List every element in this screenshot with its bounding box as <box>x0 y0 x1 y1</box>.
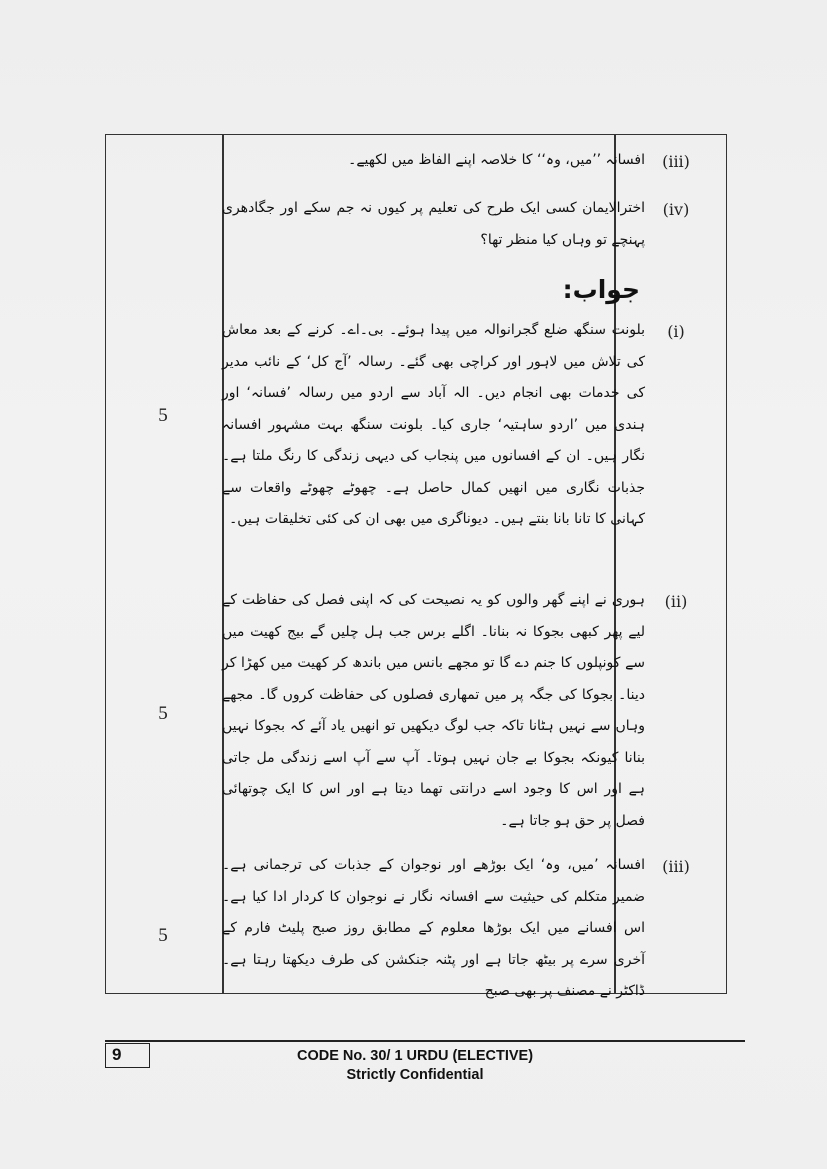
page-number: 9 <box>105 1043 150 1068</box>
question-text: اخترالایمان کسی ایک طرح کی تعلیم پر کیوں نہ جم سکے اور جگادھری پہنچے تو وہاں کیا منظر تھا؟ <box>222 200 645 248</box>
question-number: (iv) <box>662 200 690 219</box>
marks-value: 5 <box>158 925 168 946</box>
code-line: CODE No. 30/ 1 URDU (ELECTIVE) <box>296 1048 534 1064</box>
answer-text: ہوری نے اپنے گھر والوں کو یہ نصیحت کی کہ اپنی فصل کی حفاظت کے لیے پھر کبھی بجوکا نہ بنانا۔ اگلے برس جب ہل چلیں گے بیج کھیت میں سے کونپلوں کا جنم دے گا تو مجھے بانس میں باندھ کر کھیت میں کھڑا کر دینا۔ بجوکا کی جگہ پر میں تمھاری فصلوں کی حفاظت کروں گا۔ مجھے وہاں سے نہیں ہٹانا تاکہ جب لوگ دیکھیں تو انھیں یاد آئے کہ بجوکا نہیں بنانا کیونکہ بجوکا بے جان نہیں ہوتا۔ آپ سے آپ اسے زندگی مل جاتی ہے اور اس کا وجود اسے درانتی تھما دیتا ہے اور اس کا ایک چوتھائی فصل پر حق ہو جاتا ہے۔ <box>222 592 645 829</box>
footer-code <box>240 1047 590 1085</box>
marks-value: 5 <box>158 405 168 426</box>
marks-value: 5 <box>158 703 168 724</box>
confidential-line: Strictly Confidential <box>346 1067 484 1083</box>
footer-rule <box>105 1040 745 1042</box>
answer-text: بلونت سنگھ ضلع گجرانوالہ میں پیدا ہوئے۔ بی۔اے۔ کرنے کے بعد معاش کی تلاش میں لاہور اور کراچی بھی گئے۔ رسالہ ’آج کل‘ کے نائب مدیر کی خدمات بھی انجام دیں۔ الہ آباد سے اردو میں رسالہ ’فسانہ‘ اور ہندی میں ’اردو ساہتیہ‘ جاری کیا۔ بلونت سنگھ بہت مشہور افسانہ نگار ہیں۔ ان کے افسانوں میں پنجاب کی دیہی زندگی کا رنگ ملتا ہے۔ جذبات نگاری میں انھیں کمال حاصل ہے۔ چھوٹے چھوٹے واقعات سے کہانی کا تانا بانا بنتے ہیں۔ دیوناگری میں بھی ان کی کئی تخلیقات ہیں۔ <box>222 322 645 527</box>
answer-number: (ii) <box>664 592 688 611</box>
answer-heading: جواب: <box>562 275 640 304</box>
question-text: افسانہ ’’میں، وہ‘‘ کا خلاصہ اپنے الفاظ میں لکھیے۔ <box>348 152 645 168</box>
question-number: (iii) <box>662 152 690 171</box>
answer-text: افسانہ ’میں، وہ‘ ایک بوڑھے اور نوجوان کے جذبات کی ترجمانی ہے۔ ضمیر متکلم کی حیثیت سے افسانہ نگار نے نوجوان کا کردار ادا کیا ہے۔ اس افسانے میں ایک بوڑھا معلوم کے مطابق روز صبح پلیٹ فارم کے آخری سرے پر بیٹھ جاتا ہے اور پٹنہ جنکشن کی طرف دیکھتا رہتا ہے۔ ڈاکٹر نے مصنف پر بھی صبح <box>222 857 645 999</box>
answer-number: (iii) <box>662 857 690 876</box>
answer-number: (i) <box>667 322 685 341</box>
